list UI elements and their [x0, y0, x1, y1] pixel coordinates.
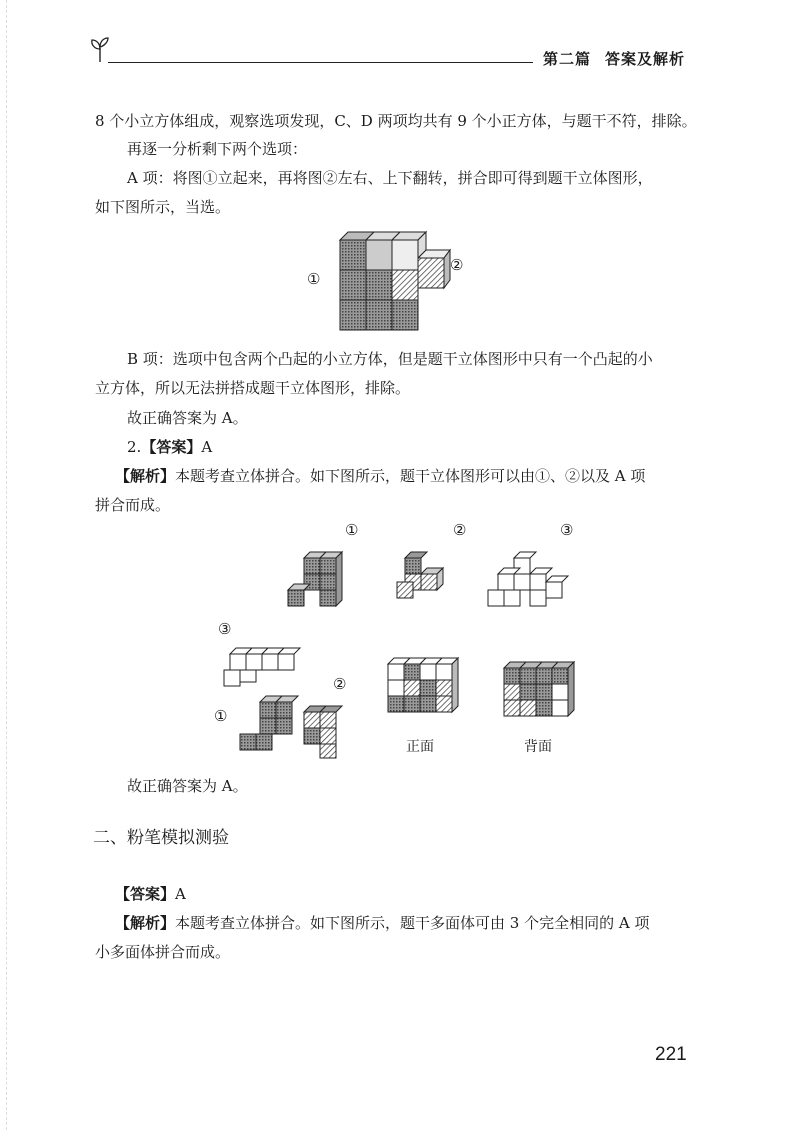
piece-1-cubes	[288, 548, 350, 612]
paragraph-6-line-2: 拼合而成。	[95, 496, 171, 514]
scan-edge	[6, 0, 7, 1130]
paragraph-8-line-2: 小多面体拼合而成。	[95, 943, 231, 961]
fig2-top-label-3: ③	[560, 521, 574, 539]
answer-label: 【答案】	[141, 438, 202, 456]
paragraph-8-line-1	[115, 912, 649, 934]
caption-front: 正面	[406, 739, 434, 755]
answer-value: A	[201, 438, 213, 456]
fig2-label-2: ②	[333, 675, 347, 693]
back-view-cubes	[500, 654, 584, 734]
paragraph-2: 再逐一分析剩下两个选项：	[127, 140, 308, 158]
piece-2-cubes	[397, 548, 453, 604]
paragraph-1: 8 个小立方体组成，观察选项发现，C、D 两项均共有 9 个小正方体，与题干不符，排除。	[95, 112, 697, 130]
part-title: 第二篇	[543, 50, 592, 68]
page-number: 221	[655, 1044, 687, 1065]
paragraph-3-line-2: 如下图所示，当选。	[95, 198, 231, 216]
fig2-top-label-2: ②	[453, 521, 467, 539]
sprout-icon	[88, 34, 112, 64]
answer-label: 【答案】	[115, 885, 176, 903]
analysis-label: 【解析】	[115, 914, 176, 932]
paragraph-6-line-1	[115, 465, 645, 487]
fig2-label-1: ①	[214, 707, 228, 725]
paragraph-7: 故正确答案为 A。	[127, 777, 248, 795]
piece-3-cubes	[488, 548, 568, 612]
analysis-label: 【解析】	[115, 467, 176, 485]
section-title: 答案及解析	[605, 50, 686, 68]
fig2-label-3: ③	[218, 620, 232, 638]
figure-1-assembled-cubes	[330, 230, 450, 338]
analysis-text: 本题考查立体拼合。如下图所示，题干立体图形可以由①、②以及 A 项	[175, 467, 646, 485]
question-2-answer	[127, 436, 212, 458]
paragraph-5: 故正确答案为 A。	[127, 409, 248, 427]
simulation-answer	[115, 883, 186, 905]
paragraph-4-line-2: 立方体，所以无法拼搭成题干立体图形，排除。	[95, 379, 411, 397]
exploded-assembly	[220, 640, 360, 760]
running-header	[543, 48, 685, 69]
section-heading: 二、粉笔模拟测验	[93, 828, 229, 848]
fig1-label-1: ①	[307, 270, 321, 288]
answer-value: A	[175, 885, 186, 903]
paragraph-3-line-1: A 项：将图①立起来，再将图②左右、上下翻转，拼合即可得到题干立体图形，	[127, 169, 653, 187]
question-number: 2.	[127, 438, 142, 456]
header-rule	[108, 62, 533, 63]
fig2-top-label-1: ①	[345, 521, 359, 539]
fig1-label-2: ②	[450, 256, 464, 274]
front-view-cubes	[384, 650, 464, 730]
paragraph-4-line-1: B 项：选项中包含两个凸起的小立方体，但是题干立体图形中只有一个凸起的小	[127, 350, 653, 368]
analysis-text: 本题考查立体拼合。如下图所示，题干多面体可由 3 个完全相同的 A 项	[175, 914, 650, 932]
caption-back: 背面	[524, 739, 552, 755]
